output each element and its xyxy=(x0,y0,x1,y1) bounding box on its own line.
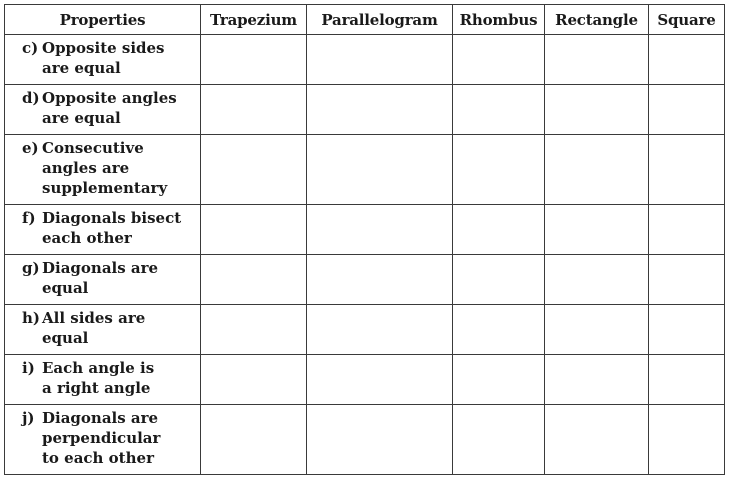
answer-cell-rhombus[interactable] xyxy=(453,85,545,135)
header-row xyxy=(5,5,725,35)
property-text: equal xyxy=(42,279,89,297)
answer-cell-parallelogram[interactable] xyxy=(307,255,453,305)
property-text: All sides are xyxy=(42,309,146,327)
property-text: Diagonals bisect xyxy=(42,209,182,227)
property-text: angles are xyxy=(42,159,130,177)
answer-cell-rectangle[interactable] xyxy=(545,205,649,255)
property-text: Each angle is xyxy=(42,359,155,377)
property-cell xyxy=(5,35,201,85)
table-row xyxy=(5,35,725,85)
answer-cell-parallelogram[interactable] xyxy=(307,85,453,135)
header-rectangle: Rectangle xyxy=(545,5,649,35)
header-parallelogram: Parallelogram xyxy=(307,5,453,35)
answer-cell-trapezium[interactable] xyxy=(201,35,307,85)
property-cell xyxy=(5,135,201,205)
answer-cell-square[interactable] xyxy=(649,255,725,305)
answer-cell-rectangle[interactable] xyxy=(545,305,649,355)
table-row xyxy=(5,305,725,355)
answer-cell-trapezium[interactable] xyxy=(201,355,307,405)
answer-cell-trapezium[interactable] xyxy=(201,205,307,255)
property-letter: g) xyxy=(22,259,40,277)
answer-cell-parallelogram[interactable] xyxy=(307,35,453,85)
answer-cell-square[interactable] xyxy=(649,355,725,405)
property-text: Opposite angles xyxy=(42,89,177,107)
property-text: equal xyxy=(42,329,89,347)
answer-cell-square[interactable] xyxy=(649,405,725,475)
answer-cell-square[interactable] xyxy=(649,85,725,135)
header-rhombus: Rhombus xyxy=(453,5,545,35)
quadrilateral-properties-table xyxy=(4,4,725,475)
property-text: Diagonals are xyxy=(42,409,159,427)
property-text: are equal xyxy=(42,109,121,127)
property-text: supplementary xyxy=(42,179,168,197)
table-row xyxy=(5,85,725,135)
property-text: perpendicular xyxy=(42,429,161,447)
table-row xyxy=(5,405,725,475)
answer-cell-square[interactable] xyxy=(649,135,725,205)
answer-cell-rhombus[interactable] xyxy=(453,35,545,85)
property-cell xyxy=(5,355,201,405)
answer-cell-trapezium[interactable] xyxy=(201,135,307,205)
property-text: Diagonals are xyxy=(42,259,159,277)
answer-cell-square[interactable] xyxy=(649,205,725,255)
property-letter: h) xyxy=(22,309,41,327)
answer-cell-square[interactable] xyxy=(649,305,725,355)
answer-cell-trapezium[interactable] xyxy=(201,405,307,475)
property-text: are equal xyxy=(42,59,121,77)
answer-cell-trapezium[interactable] xyxy=(201,255,307,305)
table-row xyxy=(5,255,725,305)
property-cell xyxy=(5,305,201,355)
header-square: Square xyxy=(649,5,725,35)
answer-cell-rectangle[interactable] xyxy=(545,85,649,135)
answer-cell-rectangle[interactable] xyxy=(545,135,649,205)
header-trapezium: Trapezium xyxy=(201,5,307,35)
property-letter: i) xyxy=(22,359,35,377)
property-letter: e) xyxy=(22,139,39,157)
header-properties: Properties xyxy=(5,5,201,35)
answer-cell-trapezium[interactable] xyxy=(201,305,307,355)
answer-cell-parallelogram[interactable] xyxy=(307,405,453,475)
property-text: Opposite sides xyxy=(42,39,165,57)
property-cell xyxy=(5,85,201,135)
answer-cell-rhombus[interactable] xyxy=(453,305,545,355)
answer-cell-rhombus[interactable] xyxy=(453,135,545,205)
answer-cell-rhombus[interactable] xyxy=(453,255,545,305)
table-row xyxy=(5,355,725,405)
property-cell xyxy=(5,205,201,255)
property-text: Consecutive xyxy=(42,139,144,157)
property-letter: j) xyxy=(22,409,35,427)
property-cell xyxy=(5,255,201,305)
answer-cell-rhombus[interactable] xyxy=(453,355,545,405)
answer-cell-parallelogram[interactable] xyxy=(307,135,453,205)
property-cell xyxy=(5,405,201,475)
answer-cell-parallelogram[interactable] xyxy=(307,305,453,355)
answer-cell-rectangle[interactable] xyxy=(545,35,649,85)
property-text: to each other xyxy=(42,449,154,467)
property-letter: f) xyxy=(22,209,36,227)
answer-cell-rectangle[interactable] xyxy=(545,355,649,405)
answer-cell-trapezium[interactable] xyxy=(201,85,307,135)
answer-cell-rhombus[interactable] xyxy=(453,405,545,475)
table-row xyxy=(5,135,725,205)
property-text: each other xyxy=(42,229,132,247)
property-letter: c) xyxy=(22,39,39,57)
answer-cell-parallelogram[interactable] xyxy=(307,355,453,405)
property-letter: d) xyxy=(22,89,40,107)
answer-cell-rectangle[interactable] xyxy=(545,405,649,475)
answer-cell-rectangle[interactable] xyxy=(545,255,649,305)
answer-cell-parallelogram[interactable] xyxy=(307,205,453,255)
property-text: a right angle xyxy=(42,379,151,397)
table-row xyxy=(5,205,725,255)
answer-cell-rhombus[interactable] xyxy=(453,205,545,255)
answer-cell-square[interactable] xyxy=(649,35,725,85)
